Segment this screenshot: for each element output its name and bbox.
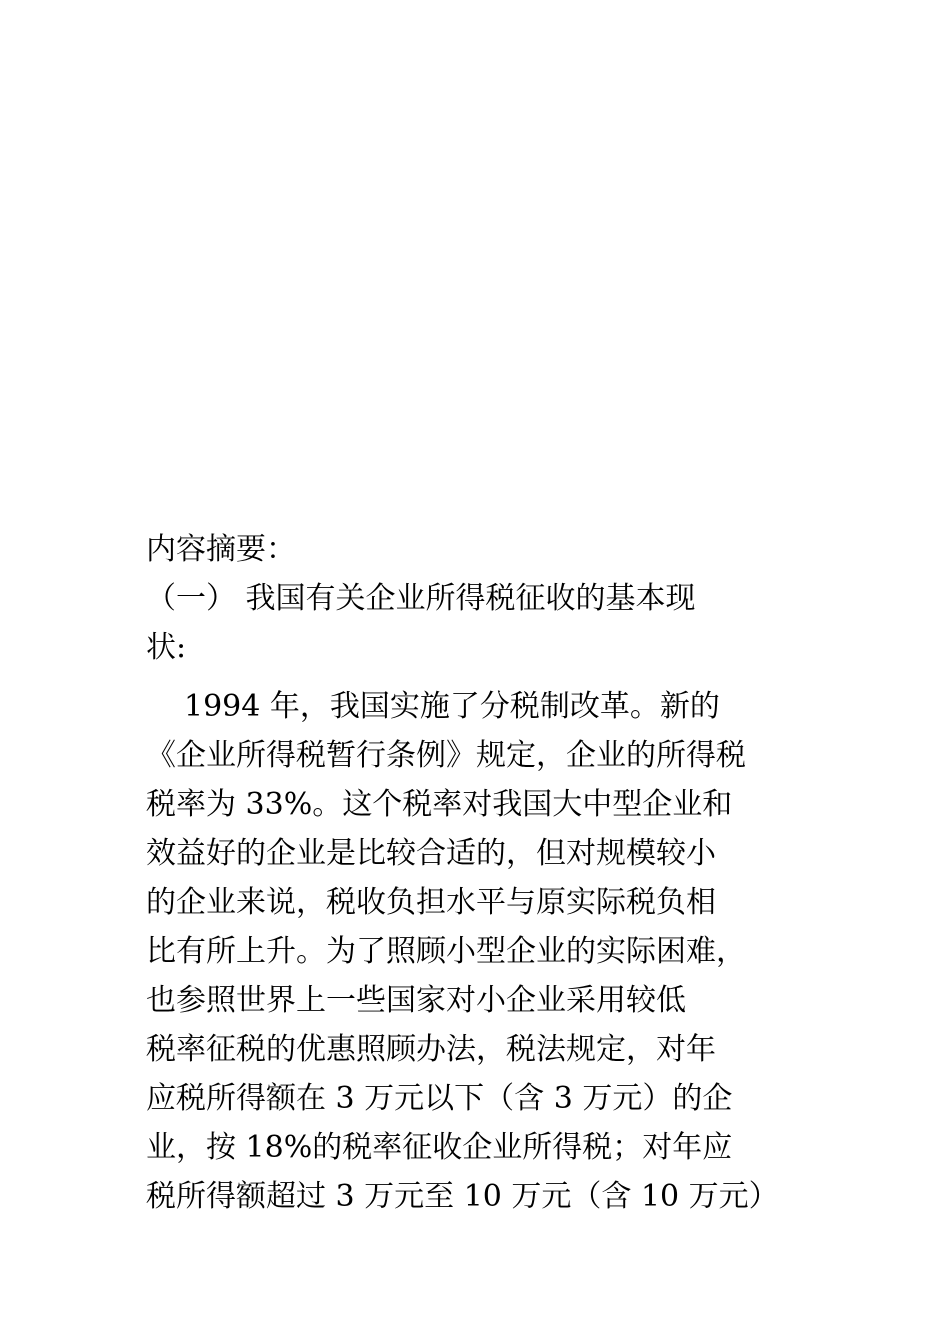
paragraph-line: 税率征税的优惠照顾办法，税法规定，对年 bbox=[146, 1032, 716, 1067]
abstract-heading: 内容摘要： bbox=[146, 532, 296, 567]
section-title-continued: 状: bbox=[146, 630, 187, 665]
paragraph-line: 税率为 33%。这个税率对我国大中型企业和 bbox=[146, 787, 733, 822]
document-body bbox=[146, 525, 836, 1221]
paragraph-line: 也参照世界上一些国家对小企业采用较低 bbox=[146, 983, 686, 1018]
paragraph-line: 1994 年，我国实施了分税制改革。新的 bbox=[184, 689, 720, 724]
section-title: （一） 我国有关企业所得税征收的基本现 bbox=[146, 581, 696, 616]
paragraph-line: 效益好的企业是比较合适的，但对规模较小 bbox=[146, 836, 716, 871]
paragraph-line: 的企业来说，税收负担水平与原实际税负相 bbox=[146, 885, 716, 920]
paragraph-line: 比有所上升。为了照顾小型企业的实际困难， bbox=[146, 934, 746, 969]
paragraph-line: 业，按 18%的税率征收企业所得税；对年应 bbox=[146, 1130, 733, 1165]
paragraph-line: 应税所得额在 3 万元以下（含 3 万元）的企 bbox=[146, 1081, 733, 1116]
paragraph-line: 《企业所得税暂行条例》规定，企业的所得税 bbox=[146, 738, 746, 773]
paragraph-line: 税所得额超过 3 万元至 10 万元（含 10 万元） bbox=[146, 1179, 779, 1214]
paragraph-spacer bbox=[146, 672, 836, 682]
